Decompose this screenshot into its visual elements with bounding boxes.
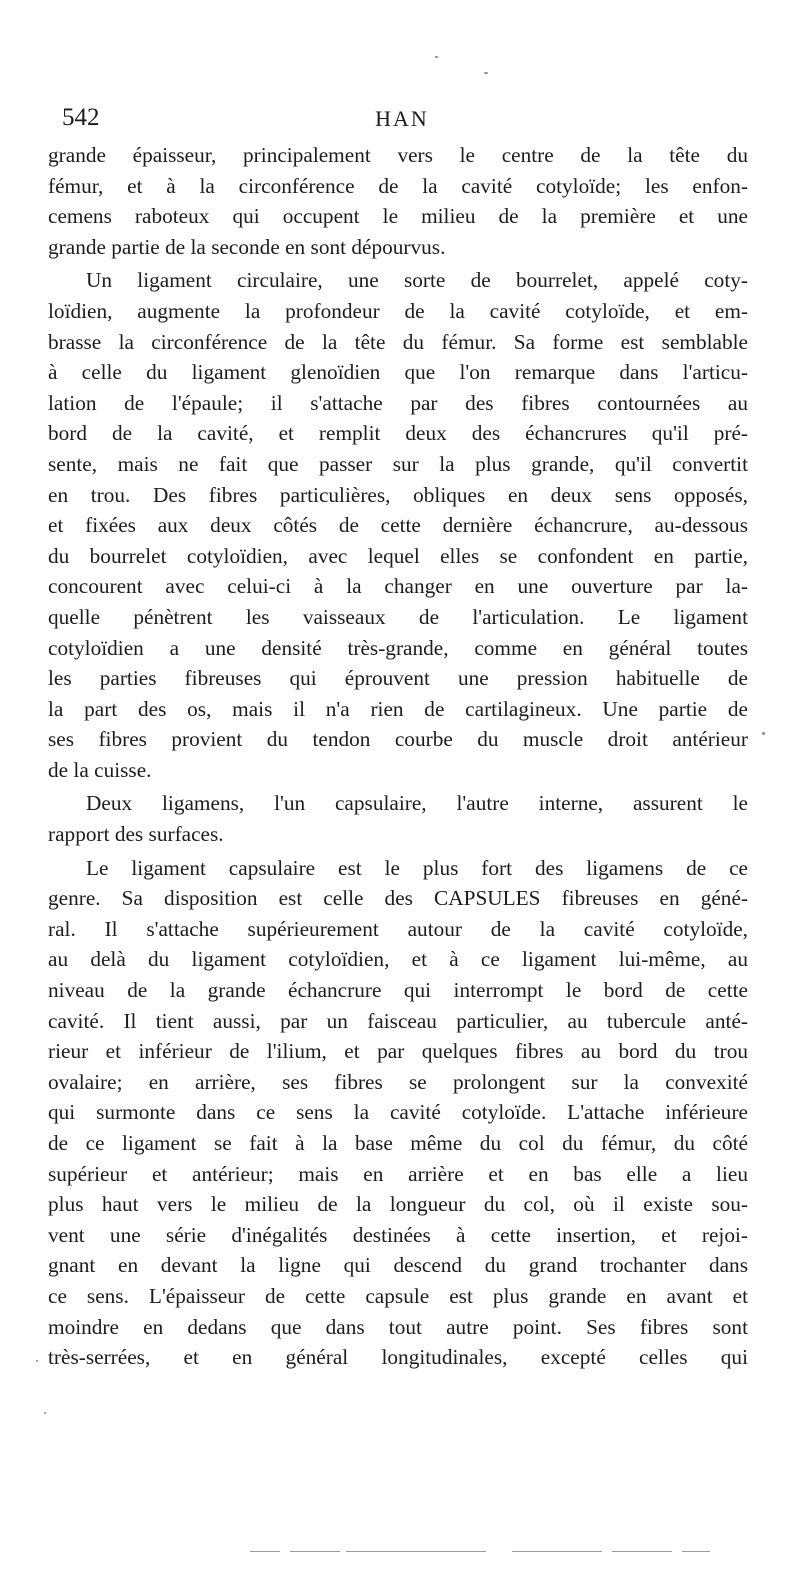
text-line: loïdien, augmente la profondeur de la cavité cotyloïde, et em-: [48, 298, 748, 323]
running-head: HAN: [375, 106, 429, 131]
text-line: bord de la cavité, et remplit deux des échancrures qu'il pré-: [48, 421, 748, 446]
text-line: concourent avec celui-ci à la changer en une ouverture par la-: [48, 574, 748, 599]
text-line: plus haut vers le milieu de la longueur du col, où il existe sou-: [48, 1192, 748, 1217]
text-line: en trou. Des fibres particulières, obliques en deux sens opposés,: [48, 482, 748, 507]
page-number: 542: [62, 104, 100, 131]
scan-speck: [36, 1360, 38, 1362]
scan-speck: [435, 56, 438, 58]
text-line: qui surmonte dans ce sens la cavité cotyloïde. L'attache inférieure: [48, 1100, 748, 1125]
paragraph-3: [48, 788, 748, 849]
text-line: au delà du ligament cotyloïdien, et à ce ligament lui-même, au: [48, 947, 748, 972]
text-line: gnant en devant la ligne qui descend du grand trochanter dans: [48, 1253, 748, 1278]
text-line: quelle pénètrent les vaisseaux de l'articulation. Le ligament: [48, 604, 748, 629]
text-line: du bourrelet cotyloïdien, avec lequel elles se confondent en partie,: [48, 543, 748, 568]
text-line: la part des os, mais il n'a rien de cartilagineux. Une partie de: [48, 696, 748, 721]
text-line: moindre en dedans que dans tout autre point. Ses fibres sont: [48, 1314, 748, 1339]
scan-speck: [484, 72, 488, 74]
text-line: lation de l'épaule; il s'attache par des fibres contournées au: [48, 390, 748, 415]
scan-speck: [44, 1412, 46, 1414]
text-line: vent une série d'inégalités destinées à cette insertion, et rejoi-: [48, 1222, 748, 1247]
text-line: cavité. Il tient aussi, par un faisceau particulier, au tubercule anté-: [48, 1008, 748, 1033]
text-line: ral. Il s'attache supérieurement autour de la cavité cotyloïde,: [48, 916, 748, 941]
text-line: ses fibres provient du tendon courbe du muscle droit antérieur: [48, 727, 748, 752]
text-line: et fixées aux deux côtés de cette dernière échancrure, au-dessous: [48, 513, 748, 538]
text-line: grande partie de la seconde en sont dépourvus.: [48, 234, 446, 259]
text-line: cemens raboteux qui occupent le milieu de la première et une: [48, 204, 748, 229]
text-line: Deux ligamens, l'un capsulaire, l'autre interne, assurent le: [86, 791, 748, 816]
paragraph-4: [48, 853, 748, 1373]
text-line: à celle du ligament glenoïdien que l'on remarque dans l'articu-: [48, 360, 748, 385]
body-text: [48, 140, 748, 1376]
text-line: brasse la circonférence de la tête du fémur. Sa forme est semblable: [48, 329, 748, 354]
text-line: fémur, et à la circonférence de la cavité cotyloïde; les enfon-: [48, 173, 748, 198]
text-line: genre. Sa disposition est celle des CAPSULES fibreuses en géné-: [48, 886, 748, 911]
text-line: cotyloïdien a une densité très-grande, comme en général toutes: [48, 635, 748, 660]
text-line: rapport des surfaces.: [48, 822, 224, 847]
text-line: niveau de la grande échancrure qui interrompt le bord de cette: [48, 978, 748, 1003]
text-line: les parties fibreuses qui éprouvent une pression habituelle de: [48, 666, 748, 691]
text-line: très-serrées, et en général longitudinales, excepté celles qui: [48, 1345, 748, 1370]
paragraph-2: [48, 265, 748, 785]
page-header: [62, 104, 742, 138]
paragraph-1: [48, 140, 748, 262]
text-line: Un ligament circulaire, une sorte de bourrelet, appelé coty-: [86, 268, 748, 293]
text-line: supérieur et antérieur; mais en arrière et en bas elle a lieu: [48, 1161, 748, 1186]
text-line: ovalaire; en arrière, ses fibres se prolongent sur la convexité: [48, 1069, 748, 1094]
text-line: Le ligament capsulaire est le plus fort des ligamens de ce: [86, 855, 748, 880]
text-line: grande épaisseur, principalement vers le centre de la tête du: [48, 143, 748, 167]
scan-speck: [762, 732, 765, 735]
text-line: de la cuisse.: [48, 757, 152, 782]
bleed-through-marks: [250, 1548, 710, 1556]
text-line: ce sens. L'épaisseur de cette capsule est plus grande en avant et: [48, 1283, 748, 1308]
text-line: de ce ligament se fait à la base même du col du fémur, du côté: [48, 1131, 748, 1155]
text-line: rieur et inférieur de l'ilium, et par quelques fibres au bord du trou: [48, 1039, 748, 1064]
text-line: sente, mais ne fait que passer sur la plus grande, qu'il convertit: [48, 451, 748, 476]
